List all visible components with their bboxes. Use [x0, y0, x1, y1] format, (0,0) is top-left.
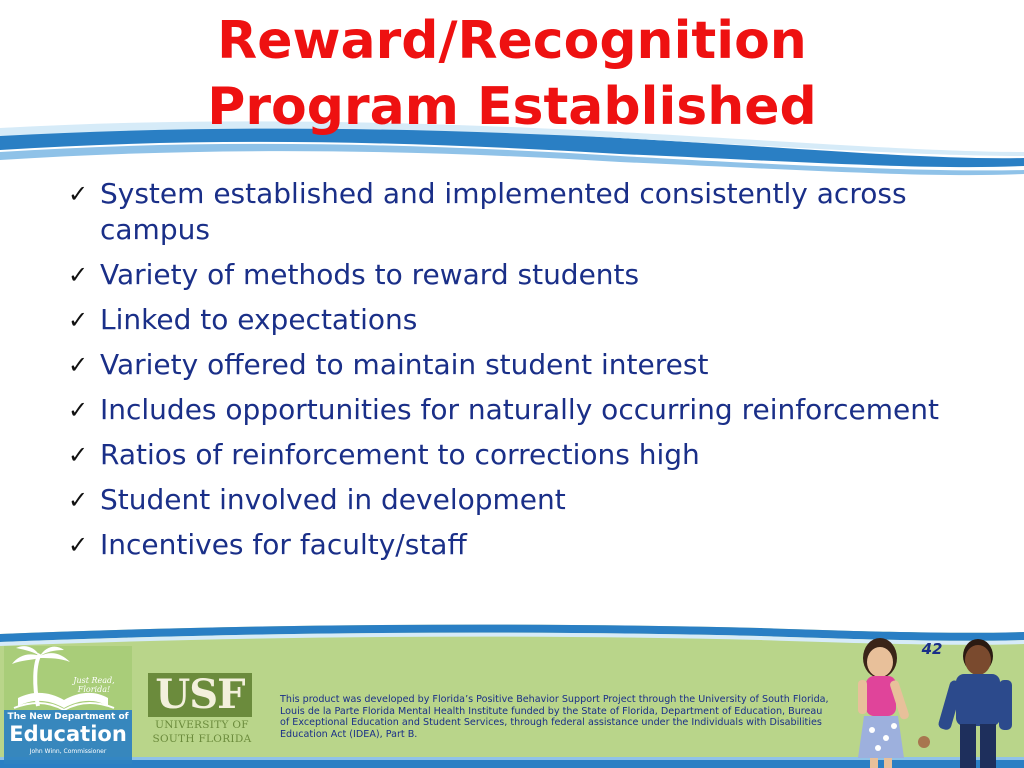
bullet-list	[62, 176, 962, 572]
title-line-1: Reward/Recognition	[217, 11, 807, 71]
doe-new-department: The New Department of	[7, 712, 129, 722]
slide-title	[0, 8, 1024, 140]
bullet-item	[62, 257, 962, 293]
checkmark-icon: ✓	[68, 441, 89, 469]
doe-logo	[4, 646, 132, 764]
bullet-item	[62, 527, 962, 563]
usf-logo	[148, 673, 256, 753]
usf-name-line-1: UNIVERSITY OF	[155, 719, 249, 731]
bullet-item	[62, 482, 962, 518]
checkmark-icon: ✓	[68, 396, 89, 424]
checkmark-icon: ✓	[68, 261, 89, 289]
bullet-text: Ratios of reinforcement to corrections high	[100, 438, 700, 471]
checkmark-icon: ✓	[68, 531, 89, 559]
bullet-item	[62, 437, 962, 473]
usf-name-line-2: SOUTH FLORIDA	[152, 733, 252, 745]
title-line-2: Program Established	[207, 77, 817, 137]
bullet-text: Student involved in development	[100, 483, 566, 516]
funding-disclaimer: This product was developed by Florida’s Positive Behavior Support Project through the University of South Florida, Louis de la Parte Florida Mental Health Institute funded by the State of Florida, Department of Education, Bureau of Exceptional Education and Student Services, through federal assistance under the Individuals with Disabilities Education Act (IDEA), Part B.	[280, 694, 829, 740]
bullet-text: Variety of methods to reward students	[100, 258, 640, 291]
checkmark-icon: ✓	[68, 306, 89, 334]
usf-wordmark: USF	[148, 673, 252, 717]
bullet-text: Includes opportunities for naturally occurring reinforcement	[100, 393, 939, 426]
doe-education: Education	[9, 722, 127, 746]
bullet-text: Variety offered to maintain student interest	[100, 348, 709, 381]
bullet-text: Incentives for faculty/staff	[100, 528, 467, 561]
bullet-item	[62, 347, 962, 383]
bullet-text: System established and implemented consistently across campus	[100, 177, 907, 246]
bullet-item	[62, 302, 962, 338]
checkmark-icon: ✓	[68, 351, 89, 379]
bullet-item	[62, 392, 962, 428]
page-number: 42	[921, 640, 943, 658]
bullet-item	[62, 176, 962, 248]
checkmark-icon: ✓	[68, 180, 89, 208]
doe-tagline: Just Read, Florida!	[73, 676, 115, 694]
bullet-text: Linked to expectations	[100, 303, 418, 336]
checkmark-icon: ✓	[68, 486, 89, 514]
doe-commissioner: John Winn, Commissioner	[29, 748, 107, 755]
